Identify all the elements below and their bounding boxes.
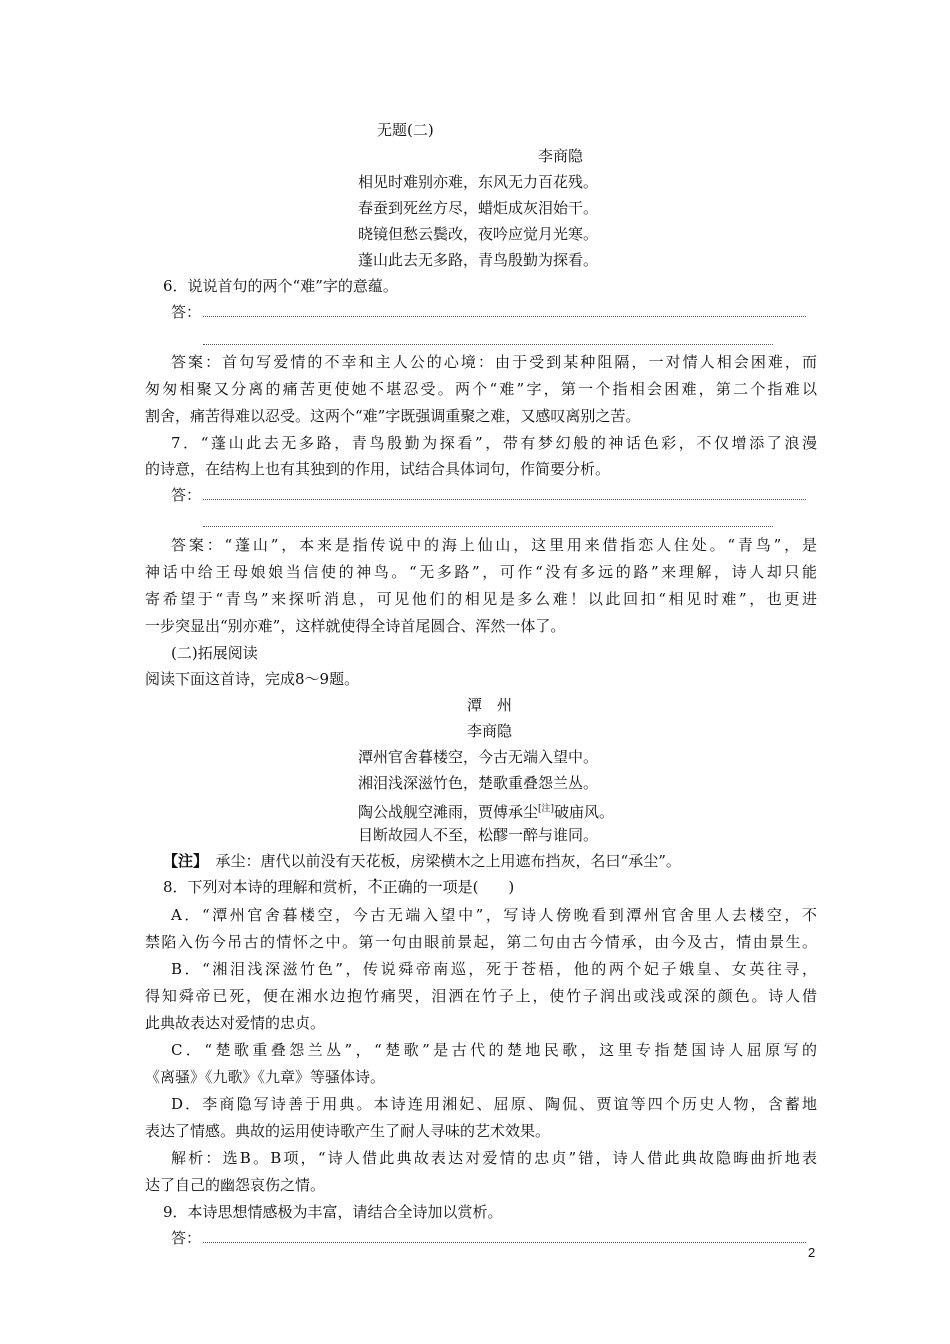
q8-option[interactable]: A．“潭州官舍暮楼空，今古无端入望中”，写诗人傍晚看到潭州官舍里人去楼空，不: [171, 906, 817, 924]
q8-option: 得知舜帝已死，便在湘水边抱竹痛哭，泪洒在竹子上，使竹子润出或浅或深的颜色。诗人借: [145, 987, 817, 1005]
q6-answer: 匆匆相聚又分离的痛苦更使她不堪忍受。两个“难”字，第一个指相会困难，第二个指难以: [145, 380, 817, 398]
footnote-marker[interactable]: [注]: [538, 804, 555, 814]
q8-option[interactable]: D．李商隐写诗善于用典。本诗连用湘妃、屈原、陶侃、贾谊等四个历史人物，含蓄地: [171, 1095, 817, 1113]
poem2-line3-a: 陶公战舰空滩雨，贾傅承尘: [358, 803, 539, 821]
q8-option: 《离骚》《九歌》《九章》等骚体诗。: [145, 1068, 386, 1086]
q8-option: 此典故表达对爱情的忠贞。: [145, 1014, 326, 1032]
answer-line[interactable]: [203, 498, 806, 500]
answer-line[interactable]: [203, 315, 806, 317]
q8-question-b: 正确的一项是( ): [382, 878, 515, 896]
q8-question-a: 8．下列对本诗的理解和赏析，: [163, 878, 368, 896]
q6-answer: 答案：首句写爱情的不幸和主人公的心境：由于受到某种阻隔，一对情人相会困难，而: [171, 353, 817, 371]
page-number: 2: [808, 1245, 816, 1260]
poem2-title: 潭 州: [467, 696, 513, 714]
answer-line[interactable]: [203, 1241, 806, 1243]
note-text: 承尘：唐代以前没有天花板，房梁横木之上用遮布挡灰，名曰“承尘”。: [215, 852, 681, 870]
q7-answer: 答案：“蓬山”，本来是指传说中的海上仙山，这里用来借指恋人住处。“青鸟”，是: [171, 536, 817, 554]
answer-line[interactable]: [203, 525, 773, 527]
q6-question: 6．说说首句的两个“难”字的意蕴。: [163, 277, 398, 295]
q8-option[interactable]: B．“湘泪浅深滋竹色”，传说舜帝南巡，死于苍梧，他的两个妃子娥皇、女英往寻，: [171, 960, 817, 978]
q8-option: 表达了情感。典故的运用使诗歌产生了耐人寻味的艺术效果。: [145, 1122, 551, 1140]
poem1-title: 无题(二): [377, 121, 434, 139]
q9-question: 9．本诗思想情感极为丰富，请结合全诗加以赏析。: [163, 1203, 503, 1221]
poem1-line: 晓镜但愁云鬓改，夜吟应觉月光寒。: [358, 225, 599, 243]
poem2-line: 湘泪浅深滋竹色，楚歌重叠怨兰丛。: [358, 774, 599, 792]
q7-answer: 寄希望于“青鸟”来探听消息，可见他们的相见是多么难！以此回扣“相见时难”，也更进: [145, 590, 817, 608]
poem1-line: 蓬山此去无多路，青鸟殷勤为探看。: [358, 251, 599, 269]
section-heading: (二)拓展阅读: [171, 644, 258, 662]
note: [163, 848, 681, 874]
q9-answer-label: 答：: [171, 1229, 202, 1247]
poem2-line: [358, 796, 614, 825]
poem2-author: 李商隐: [467, 722, 513, 740]
q7-answer-label: 答：: [171, 486, 202, 504]
q6-answer: 割舍，痛苦得难以忍受。这两个“难”字既强调重聚之难，又感叹离别之苦。: [145, 407, 641, 425]
q8-analysis: 解析：选B。B项，“诗人借此典故表达对爱情的忠贞”错，诗人借此典故隐晦曲折地表: [171, 1149, 817, 1167]
poem2-line: 目断故园人不至，松醪一醉与谁同。: [358, 826, 599, 844]
q8-emphasis: 不: [367, 878, 383, 896]
q8-option: 禁陷入伤今吊古的情怀之中。第一句由眼前景起，第二句由古今情承，由今及古，情由景生。: [145, 933, 817, 951]
poem2-line3-b: 破庙风。: [554, 803, 615, 821]
q7-question: 7．“蓬山此去无多路，青鸟殷勤为探看”，带有梦幻般的神话色彩，不仅增添了浪漫: [171, 434, 817, 452]
note-label: 【注】: [163, 852, 201, 870]
q8-option[interactable]: C．“楚歌重叠怨兰丛”，“楚歌”是古代的楚地民歌，这里专指楚国诗人屈原写的: [171, 1041, 817, 1059]
answer-line[interactable]: [203, 343, 773, 345]
poem1-author: 李商隐: [538, 147, 584, 165]
poem2-line: 潭州官舍暮楼空，今古无端入望中。: [358, 748, 599, 766]
q8-analysis: 达了自己的幽怨哀伤之情。: [145, 1176, 326, 1194]
section-intro: 阅读下面这首诗，完成8～9题。: [145, 670, 360, 688]
q8-question: [163, 874, 514, 900]
q6-answer-label: 答：: [171, 303, 202, 321]
poem1-line: 春蚕到死丝方尽，蜡炬成灰泪始干。: [358, 199, 599, 217]
q7-answer: 神话中给王母娘娘当信使的神鸟。“无多路”，可作“没有多远的路”来理解，诗人却只能: [145, 563, 817, 581]
q7-question: 的诗意，在结构上也有其独到的作用，试结合具体词句，作简要分析。: [145, 460, 611, 478]
poem1-line: 相见时难别亦难，东风无力百花残。: [358, 173, 599, 191]
q7-answer: 一步突显出“别亦难”，这样就使得全诗首尾圆合、浑然一体了。: [145, 617, 566, 635]
